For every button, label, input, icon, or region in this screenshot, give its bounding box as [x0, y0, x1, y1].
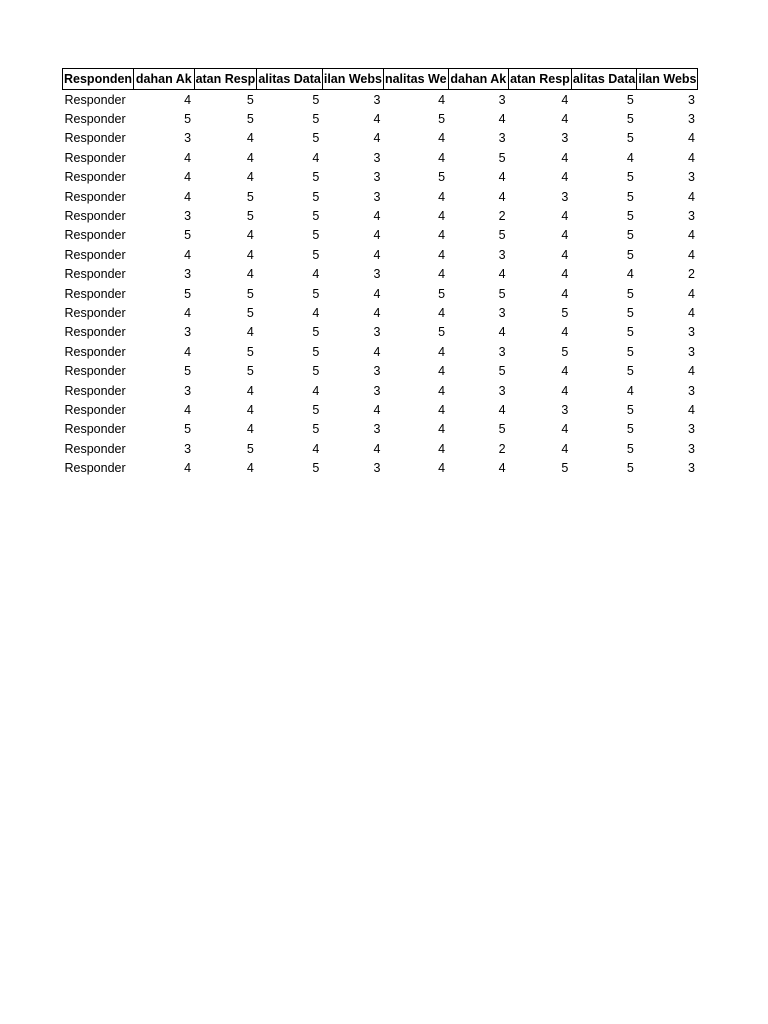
row-label: Responder	[64, 461, 126, 476]
row-label: Responder	[64, 286, 126, 301]
table-cell: 5	[626, 422, 634, 437]
table-cell: 5	[312, 209, 320, 224]
table-cell: 4	[373, 209, 381, 224]
row-label: Responder	[64, 305, 126, 320]
table-cell: 5	[246, 305, 254, 320]
table-cell: 5	[246, 189, 254, 204]
table-cell: 5	[626, 364, 634, 379]
table-cell: 5	[312, 228, 320, 243]
table-cell: 5	[626, 344, 634, 359]
table-row	[63, 168, 698, 187]
table-cell: 4	[438, 92, 446, 107]
header-cell: dahan Ak	[134, 69, 195, 90]
table-cell: 5	[498, 150, 506, 165]
table-cell: 4	[438, 364, 446, 379]
table-cell: 3	[373, 170, 381, 185]
table-cell: 3	[373, 92, 381, 107]
row-label: Responder	[64, 170, 126, 185]
table-cell: 4	[246, 402, 254, 417]
table-cell: 3	[688, 209, 695, 224]
table-cell: 4	[438, 422, 446, 437]
table-row	[63, 420, 698, 439]
table-cell: 3	[688, 92, 695, 107]
table-cell: 4	[184, 305, 192, 320]
table-cell: 4	[498, 267, 506, 282]
table-cell: 5	[498, 286, 506, 301]
row-label: Responder	[64, 247, 126, 262]
table-cell: 4	[561, 364, 569, 379]
table-cell: 5	[312, 344, 320, 359]
table-cell: 3	[373, 267, 381, 282]
table-cell: 4	[561, 170, 569, 185]
table-cell: 5	[312, 189, 320, 204]
table-cell: 4	[498, 170, 506, 185]
table-cell: 4	[373, 228, 381, 243]
table-cell: 4	[498, 461, 506, 476]
table-cell: 4	[498, 325, 506, 340]
table-cell: 5	[626, 228, 634, 243]
table-cell: 5	[312, 325, 320, 340]
header-cell: nalitas We	[383, 69, 448, 90]
table-cell: 5	[626, 112, 634, 127]
table-cell: 4	[184, 92, 192, 107]
table-cell: 4	[246, 267, 254, 282]
table-cell: 4	[561, 150, 569, 165]
table-cell: 4	[688, 228, 695, 243]
table-cell: 5	[312, 286, 320, 301]
header-cell: ilan Webs	[637, 69, 698, 90]
table-cell: 3	[184, 209, 192, 224]
table-cell: 5	[626, 189, 634, 204]
table-cell: 5	[626, 461, 634, 476]
table-cell: 5	[498, 364, 506, 379]
table-cell: 4	[312, 441, 320, 456]
table-row	[63, 109, 698, 128]
table-row	[63, 342, 698, 361]
table-cell: 4	[246, 325, 254, 340]
table-row	[63, 226, 698, 245]
table-cell: 3	[184, 131, 192, 146]
table-cell: 3	[688, 422, 695, 437]
table-cell: 4	[498, 189, 506, 204]
table-cell: 3	[184, 441, 192, 456]
table-row	[63, 265, 698, 284]
header-cell: ilan Webs	[322, 69, 383, 90]
table-cell: 4	[688, 402, 695, 417]
table-cell: 4	[438, 383, 446, 398]
header-cell: atan Resp	[194, 69, 257, 90]
table-cell: 4	[438, 209, 446, 224]
table-cell: 4	[373, 344, 381, 359]
table-cell: 3	[688, 461, 695, 476]
table-cell: 3	[498, 344, 506, 359]
table-cell: 3	[373, 150, 381, 165]
table-cell: 5	[438, 286, 446, 301]
table-cell: 4	[626, 150, 634, 165]
table-cell: 4	[688, 286, 695, 301]
table-cell: 4	[184, 150, 192, 165]
table-cell: 5	[498, 422, 506, 437]
table-cell: 5	[312, 92, 320, 107]
table-cell: 4	[561, 112, 569, 127]
table-cell: 4	[688, 364, 695, 379]
row-label: Responder	[64, 364, 126, 379]
table-cell: 5	[561, 344, 569, 359]
table-cell: 4	[498, 112, 506, 127]
table-cell: 4	[438, 305, 446, 320]
table-cell: 4	[561, 247, 569, 262]
table-cell: 5	[184, 422, 192, 437]
table-cell: 3	[498, 305, 506, 320]
table-cell: 4	[246, 461, 254, 476]
table-cell: 3	[373, 364, 381, 379]
table-row	[63, 284, 698, 303]
table-cell: 4	[688, 150, 695, 165]
header-cell: atan Resp	[509, 69, 572, 90]
table-cell: 5	[246, 364, 254, 379]
row-label: Responder	[64, 325, 126, 340]
table-row	[63, 245, 698, 264]
table-row	[63, 129, 698, 148]
row-label: Responder	[64, 228, 126, 243]
table-cell: 4	[373, 441, 381, 456]
table-cell: 4	[561, 92, 569, 107]
table-cell: 5	[246, 344, 254, 359]
table-cell: 4	[246, 228, 254, 243]
row-label: Responder	[64, 344, 126, 359]
row-label: Responder	[64, 92, 126, 107]
table-cell: 3	[184, 267, 192, 282]
table-row	[63, 361, 698, 380]
table-cell: 4	[373, 286, 381, 301]
table-cell: 3	[688, 344, 695, 359]
table-cell: 4	[561, 325, 569, 340]
table-cell: 5	[312, 364, 320, 379]
table-cell: 5	[184, 112, 192, 127]
table-cell: 5	[626, 247, 634, 262]
table-cell: 5	[246, 441, 254, 456]
table-cell: 4	[438, 189, 446, 204]
table-cell: 4	[312, 383, 320, 398]
table-cell: 4	[184, 189, 192, 204]
table-cell: 4	[246, 150, 254, 165]
table-cell: 5	[438, 170, 446, 185]
table-cell: 4	[438, 402, 446, 417]
table-cell: 5	[626, 92, 634, 107]
table-row	[63, 323, 698, 342]
table-cell: 5	[312, 112, 320, 127]
table-cell: 4	[438, 228, 446, 243]
row-label: Responder	[64, 112, 126, 127]
row-label: Responder	[64, 189, 126, 204]
table-cell: 3	[498, 131, 506, 146]
table-cell: 5	[312, 170, 320, 185]
table-cell: 4	[373, 402, 381, 417]
table-cell: 5	[246, 92, 254, 107]
table-cell: 3	[688, 325, 695, 340]
table-cell: 4	[373, 131, 381, 146]
table-cell: 4	[246, 131, 254, 146]
row-label: Responder	[64, 441, 126, 456]
table-cell: 4	[246, 170, 254, 185]
table-cell: 3	[561, 402, 569, 417]
table-cell: 3	[498, 383, 506, 398]
table-cell: 5	[626, 131, 634, 146]
table-cell: 3	[688, 170, 695, 185]
table-row	[63, 381, 698, 400]
header-cell-responden: Responden	[63, 69, 134, 90]
table-cell: 4	[184, 170, 192, 185]
row-label: Responder	[64, 131, 126, 146]
table-cell: 4	[438, 344, 446, 359]
table-cell: 4	[312, 305, 320, 320]
table-cell: 4	[312, 150, 320, 165]
table-cell: 4	[373, 247, 381, 262]
table-cell: 4	[438, 461, 446, 476]
table-cell: 5	[312, 422, 320, 437]
table-row	[63, 90, 698, 110]
table-body	[63, 90, 698, 478]
table-row	[63, 206, 698, 225]
table-cell: 3	[498, 92, 506, 107]
table-cell: 5	[561, 305, 569, 320]
table-cell: 5	[626, 325, 634, 340]
table-cell: 4	[626, 383, 634, 398]
table-cell: 5	[626, 305, 634, 320]
table-row	[63, 458, 698, 477]
row-label: Responder	[64, 267, 126, 282]
table-cell: 4	[438, 247, 446, 262]
table-cell: 3	[688, 383, 695, 398]
table-cell: 4	[561, 441, 569, 456]
row-label: Responder	[64, 422, 126, 437]
table-cell: 2	[498, 441, 506, 456]
table-cell: 4	[688, 189, 695, 204]
row-label: Responder	[64, 150, 126, 165]
table-cell: 3	[561, 189, 569, 204]
table-cell: 5	[312, 247, 320, 262]
table-cell: 4	[184, 247, 192, 262]
table-cell: 5	[498, 228, 506, 243]
table-cell: 3	[688, 112, 695, 127]
table-cell: 5	[561, 461, 569, 476]
table-cell: 4	[561, 209, 569, 224]
table-cell: 3	[373, 461, 381, 476]
table-cell: 4	[438, 131, 446, 146]
table-cell: 3	[498, 247, 506, 262]
table-cell: 4	[246, 422, 254, 437]
table-cell: 4	[438, 267, 446, 282]
table-cell: 4	[438, 441, 446, 456]
table-cell: 5	[246, 286, 254, 301]
table-cell: 4	[626, 267, 634, 282]
table-cell: 4	[184, 344, 192, 359]
header-cell: alitas Data	[571, 69, 637, 90]
table-cell: 5	[626, 170, 634, 185]
table-cell: 5	[184, 364, 192, 379]
table-row	[63, 303, 698, 322]
table-cell: 2	[498, 209, 506, 224]
table-cell: 5	[246, 112, 254, 127]
table-row	[63, 187, 698, 206]
row-label: Responder	[64, 402, 126, 417]
table-cell: 4	[561, 267, 569, 282]
table-cell: 4	[246, 247, 254, 262]
table-cell: 3	[184, 383, 192, 398]
table-cell: 3	[373, 422, 381, 437]
table-cell: 4	[561, 286, 569, 301]
table-cell: 3	[373, 325, 381, 340]
table-cell: 3	[561, 131, 569, 146]
table-cell: 3	[184, 325, 192, 340]
table-cell: 5	[626, 286, 634, 301]
table-cell: 5	[184, 286, 192, 301]
row-label: Responder	[64, 209, 126, 224]
table-row	[63, 400, 698, 419]
table-cell: 5	[626, 441, 634, 456]
table-cell: 3	[373, 189, 381, 204]
table-cell: 4	[246, 383, 254, 398]
table-cell: 5	[438, 112, 446, 127]
table-cell: 4	[438, 150, 446, 165]
table-cell: 5	[626, 402, 634, 417]
table-cell: 5	[312, 461, 320, 476]
table-cell: 4	[561, 228, 569, 243]
table-cell: 5	[184, 228, 192, 243]
table-cell: 4	[688, 247, 695, 262]
survey-table	[62, 68, 698, 478]
table-cell: 4	[498, 402, 506, 417]
table-cell: 4	[184, 402, 192, 417]
table-cell: 3	[688, 441, 695, 456]
table-cell: 4	[561, 383, 569, 398]
header-cell: alitas Data	[257, 69, 323, 90]
table-cell: 5	[312, 402, 320, 417]
table-cell: 4	[312, 267, 320, 282]
header-row	[63, 69, 698, 90]
header-cell: dahan Ak	[448, 69, 509, 90]
table-cell: 5	[438, 325, 446, 340]
table-row	[63, 148, 698, 167]
row-label: Responder	[64, 383, 126, 398]
table-header	[63, 69, 698, 90]
table-cell: 4	[373, 112, 381, 127]
table-cell: 2	[688, 267, 695, 282]
table-cell: 4	[184, 461, 192, 476]
table-cell: 4	[561, 422, 569, 437]
table-cell: 3	[373, 383, 381, 398]
table-cell: 4	[688, 305, 695, 320]
table-cell: 5	[626, 209, 634, 224]
table-cell: 5	[246, 209, 254, 224]
table-cell: 5	[312, 131, 320, 146]
table-cell: 4	[373, 305, 381, 320]
table-cell: 4	[688, 131, 695, 146]
table-row	[63, 439, 698, 458]
